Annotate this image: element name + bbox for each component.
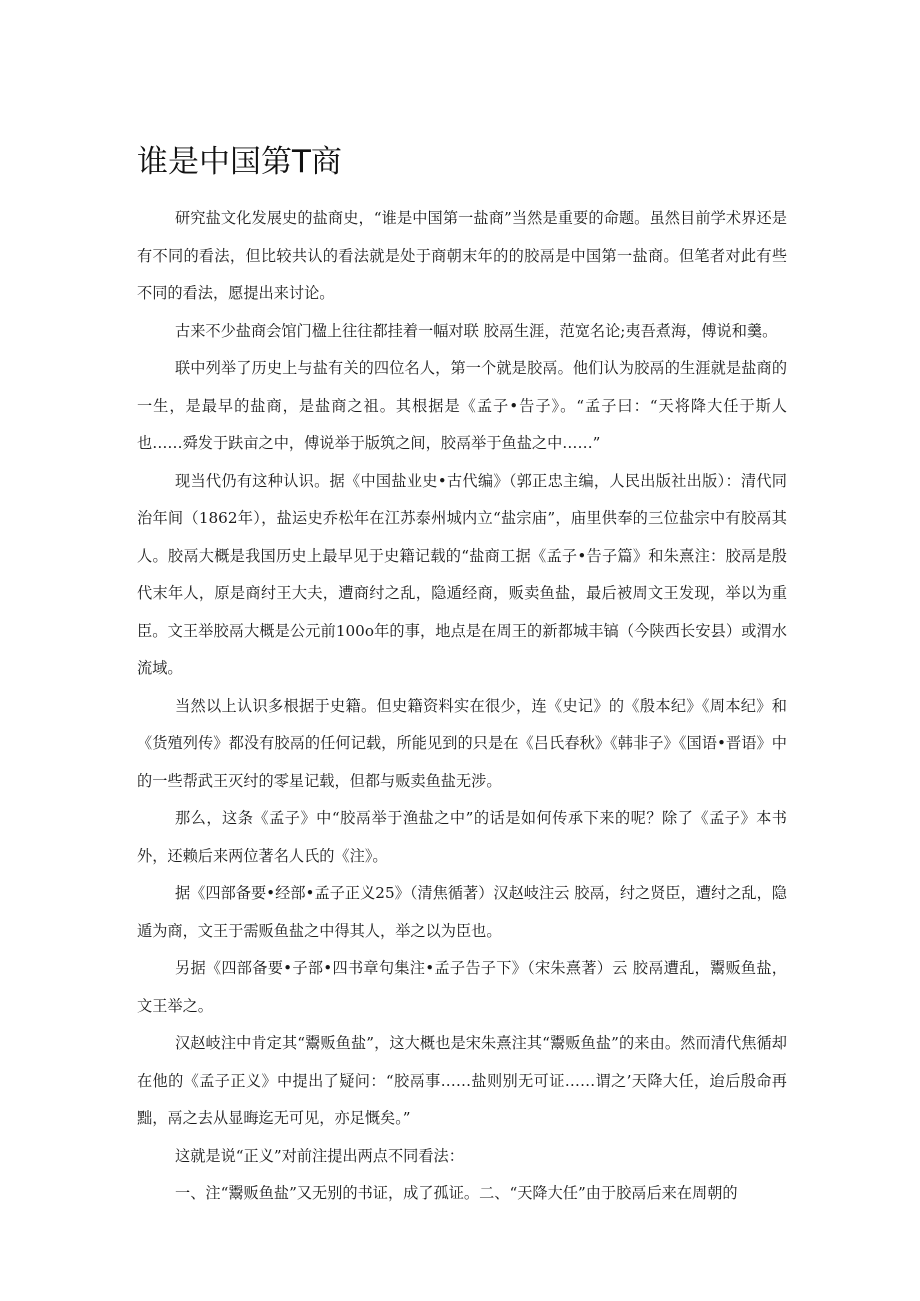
paragraph-2: 古来不少盐商会馆门楹上往往都挂着一幅对联 胶鬲生涯，范宽名论;夷吾煮海，傅说和羹。 bbox=[175, 321, 778, 340]
paragraph-9: 汉赵岐注中肯定其“鬻贩鱼盐”，这大概也是宋朱熹注其“鬻贩鱼盐”的来由。然而清代焦循却在他的《孟子正义》中提出了疑问：“胶鬲事……盐则别无可证……谓之’天降大任，迨后殷命再黜，鬲之去从显晦迄无可见，亦足慨矣。” bbox=[137, 1034, 787, 1127]
paragraph-5: 当然以上认识多根据于史籍。但史籍资料实在很少，连《史记》的《殷本纪》《周本纪》和《货殖列传》都没有胶鬲的任何记载，所能见到的只是在《吕氏春秋》《韩非子》《国语•晋语》中的一些帮武王灭纣的零星记载，但都与贩卖鱼盐无涉。 bbox=[137, 696, 787, 790]
paragraph-4: 现当代仍有这种认识。据《中国盐业史•古代编》（郭正忠主编，人民出版社出版）：清代同治年间（1862年），盐运史乔松年在江苏泰州城内立“盐宗庙”，庙里供奉的三位盐宗中有胶鬲其人。胶鬲大概是我国历史上最早见于史籍记载的“盐商工据《孟子•告子篇》和朱熹注：胶鬲是殷代末年人，原是商纣王大夫，遭商纣之乱，隐遁经商，贩卖鱼盐，最后被周文王发现，举以为重臣。文王举胶鬲大概是公元前100o年的事，地点是在周王的新都城丰镐（今陕西长安县）或渭水流域。 bbox=[137, 471, 787, 677]
paragraph-1: 研究盐文化发展史的盐商史，“谁是中国第一盐商”当然是重要的命题。虽然目前学术界还是有不同的看法，但比较共认的看法就是处于商朝末年的的胶鬲是中国第一盐商。但笔者对此有些不同的看法，愿提出来讨论。 bbox=[137, 209, 787, 302]
paragraph-3: 联中列举了历史上与盐有关的四位名人，第一个就是胶鬲。他们认为胶鬲的生涯就是盐商的一生，是最早的盐商，是盐商之祖。其根据是《孟子•告子》。“孟子曰：“天将降大任于斯人也……舜发于趺亩之中，傅说举于版筑之间，胶鬲举于鱼盐之中……” bbox=[137, 359, 787, 452]
document-title: 谁是中国第T商 bbox=[137, 144, 342, 180]
paragraph-8: 另据《四部备要•子部•四书章句集注•孟子告子下》（宋朱熹著）云 胶鬲遭乱，鬻贩鱼盐，文王举之。 bbox=[137, 959, 787, 1015]
paragraph-10: 这就是说“正义”对前注提出两点不同看法： bbox=[175, 1146, 464, 1165]
document-body bbox=[137, 200, 787, 1213]
paragraph-7: 据《四部备要•经部•孟子正义25》（清焦循著）汉赵岐注云 胶鬲，纣之贤臣，遭纣之乱，隐遁为商，文王于需贩鱼盐之中得其人，举之以为臣也。 bbox=[137, 884, 787, 940]
paragraph-11: 一、注“鬻贩鱼盐”又无别的书证，成了孤证。二、“天降大任”由于胶鬲后来在周朝的 bbox=[175, 1184, 738, 1202]
paragraph-6: 那么，这条《孟子》中“胶鬲举于渔盐之中”的话是如何传承下来的呢？除了《孟子》本书外，还赖后来两位著名人氏的《注》。 bbox=[137, 809, 787, 865]
